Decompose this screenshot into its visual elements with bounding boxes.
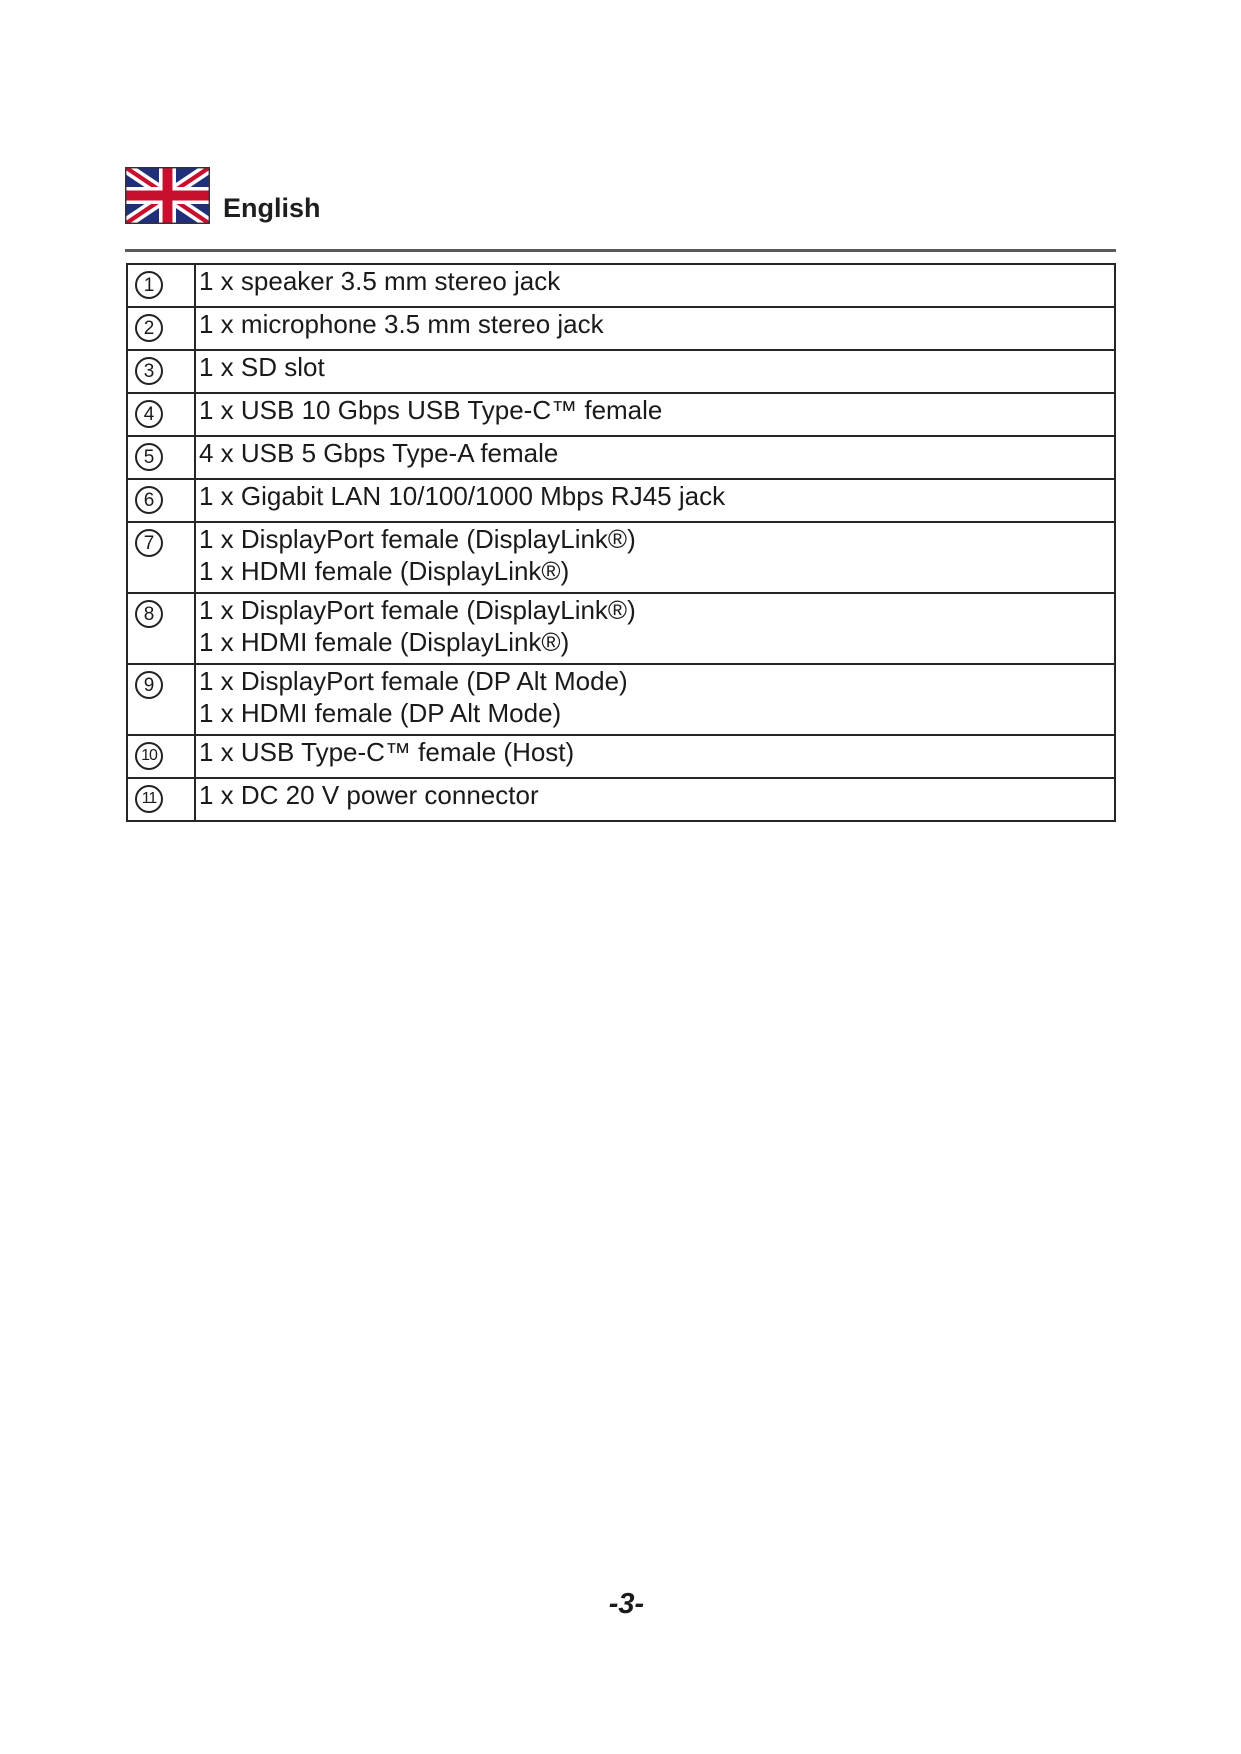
item-description-line: 1 x speaker 3.5 mm stereo jack (199, 266, 561, 296)
item-number-cell (127, 664, 195, 735)
circled-number: 4 (135, 400, 163, 428)
circled-number: 11 (135, 785, 163, 813)
item-number-cell (127, 593, 195, 664)
connector-table (126, 263, 1116, 822)
item-description-line: 1 x HDMI female (DP Alt Mode) (199, 698, 562, 728)
item-description-cell (195, 350, 1115, 393)
item-number-cell (127, 307, 195, 350)
item-description-line: 1 x DisplayPort female (DP Alt Mode) (199, 666, 628, 696)
item-description-line: 1 x SD slot (199, 352, 325, 382)
table-row (127, 778, 1115, 821)
item-number-cell (127, 350, 195, 393)
item-number-cell (127, 393, 195, 436)
circled-number: 6 (135, 486, 163, 514)
circled-number: 3 (135, 357, 163, 385)
table-row (127, 479, 1115, 522)
circled-number: 10 (135, 742, 163, 770)
item-number-cell (127, 522, 195, 593)
item-description-cell (195, 436, 1115, 479)
item-description-cell (195, 264, 1115, 307)
table-row (127, 307, 1115, 350)
table-row (127, 393, 1115, 436)
circled-number: 5 (135, 443, 163, 471)
table-row (127, 264, 1115, 307)
item-description-line: 1 x Gigabit LAN 10/100/1000 Mbps RJ45 jack (199, 481, 726, 511)
table-row (127, 735, 1115, 778)
item-description-line: 1 x USB Type-C™ female (Host) (199, 737, 575, 767)
language-header (125, 166, 321, 224)
item-description-cell (195, 735, 1115, 778)
table-row (127, 593, 1115, 664)
item-number-cell (127, 778, 195, 821)
item-description-line: 1 x DC 20 V power connector (199, 780, 539, 810)
header-divider (125, 249, 1116, 252)
language-title: English (223, 193, 321, 223)
item-description-cell (195, 307, 1115, 350)
item-description-cell (195, 522, 1115, 593)
item-number-cell (127, 735, 195, 778)
item-number-cell (127, 479, 195, 522)
item-description-cell (195, 479, 1115, 522)
item-description-cell (195, 593, 1115, 664)
table-row (127, 350, 1115, 393)
item-description-line: 1 x HDMI female (DisplayLink®) (199, 627, 570, 657)
circled-number: 1 (135, 271, 163, 299)
circled-number: 7 (135, 529, 163, 557)
item-description-line: 1 x microphone 3.5 mm stereo jack (199, 309, 604, 339)
page-number: -3- (608, 1588, 645, 1620)
table-row (127, 522, 1115, 593)
circled-number: 8 (135, 600, 163, 628)
item-description-line: 4 x USB 5 Gbps Type-A female (199, 438, 559, 468)
item-description-cell (195, 393, 1115, 436)
item-description-line: 1 x USB 10 Gbps USB Type-C™ female (199, 395, 663, 425)
table-row (127, 664, 1115, 735)
item-description-line: 1 x HDMI female (DisplayLink®) (199, 556, 570, 586)
item-description-line: 1 x DisplayPort female (DisplayLink®) (199, 524, 636, 554)
item-description-cell (195, 778, 1115, 821)
item-description-cell (195, 664, 1115, 735)
item-number-cell (127, 436, 195, 479)
item-description-line: 1 x DisplayPort female (DisplayLink®) (199, 595, 636, 625)
item-number-cell (127, 264, 195, 307)
connector-table-body (127, 264, 1115, 821)
uk-flag-icon (125, 167, 210, 224)
circled-number: 2 (135, 314, 163, 342)
circled-number: 9 (135, 671, 163, 699)
table-row (127, 436, 1115, 479)
